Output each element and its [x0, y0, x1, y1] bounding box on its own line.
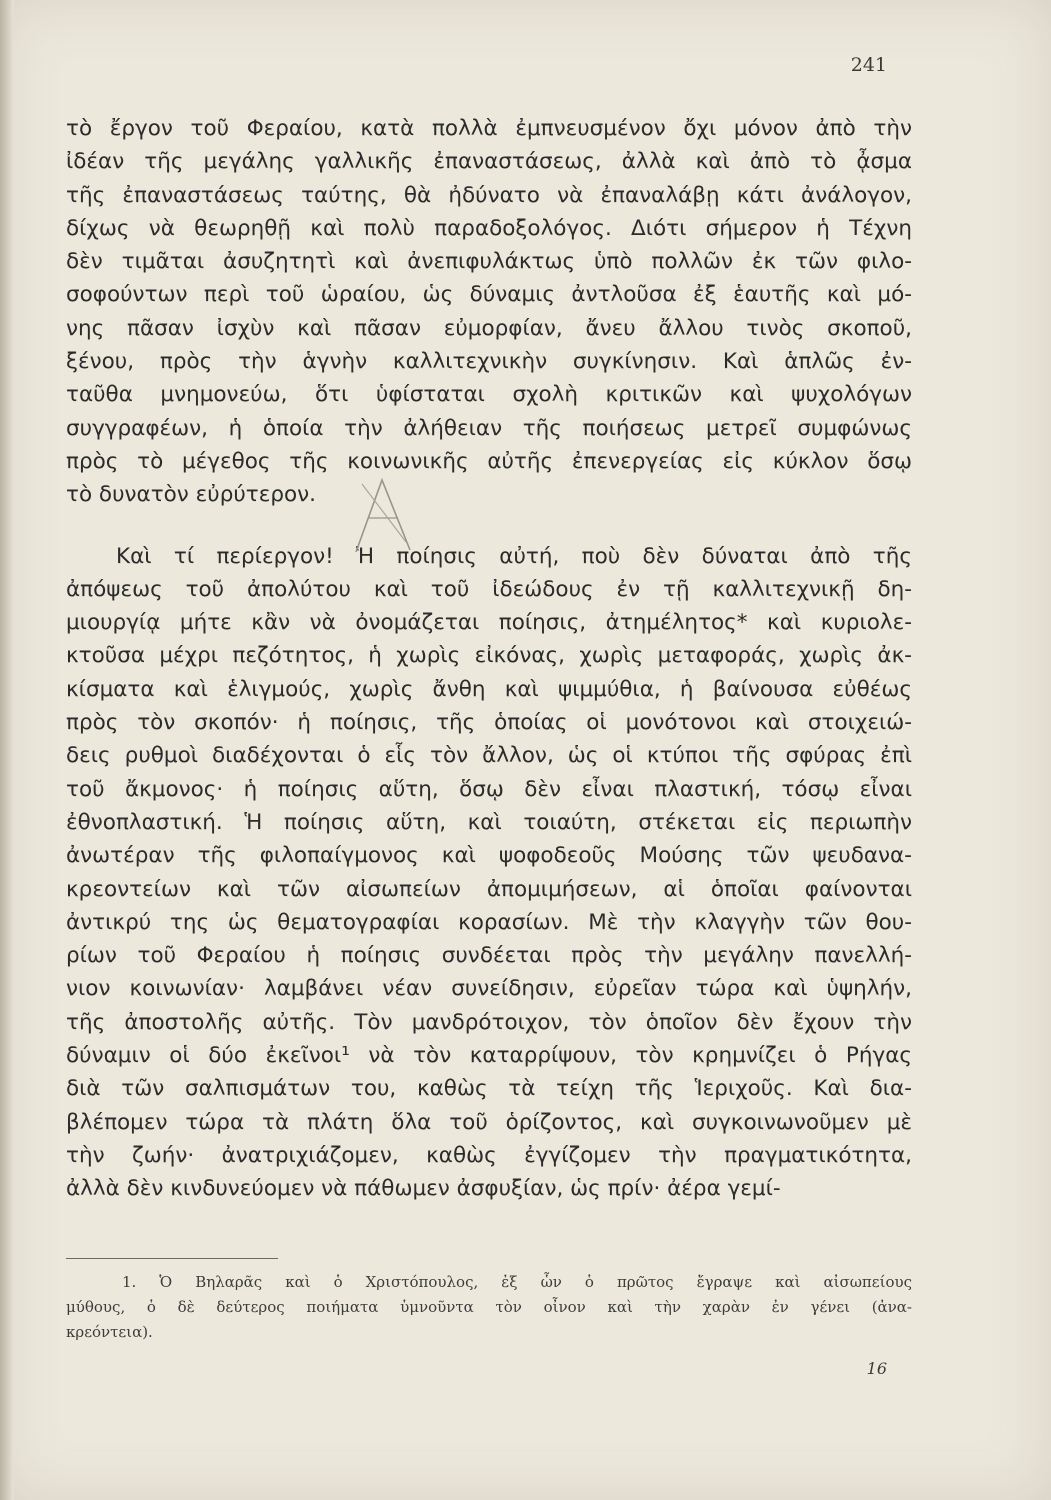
text-line: ἀνωτέραν τῆς φιλοπαίγμονος καὶ ψοφοδεοῦς Μούσης τῶν ψευδανα-	[66, 843, 912, 869]
footnote	[66, 1270, 912, 1345]
text-line: βλέπομεν τώρα τὰ πλάτη ὅλα τοῦ ὁρίζοντος, καὶ συγκοινωνοῦμεν μὲ	[66, 1109, 912, 1135]
text-line: κρεοντείων καὶ τῶν αἰσωπείων ἀπομιμήσεων, αἱ ὁποῖαι φαίνονται	[66, 876, 912, 902]
footnote-line: κρεόντεια).	[66, 1323, 153, 1341]
text-line: κίσματα καὶ ἑλιγμούς, χωρὶς ἄνθη καὶ ψιμμύθια, ἡ βαίνουσα εὐθέως	[66, 676, 912, 702]
text-line: τῆς ἐπαναστάσεως ταύτης, θὰ ἠδύνατο νὰ ἐπαναλάβῃ κάτι ἀνάλογον,	[66, 182, 912, 208]
pencil-annotation-mark	[348, 472, 418, 558]
text-line: ἀλλὰ δὲν κινδυνεύομεν νὰ πάθωμεν ἀσφυξίαν, ὡς πρίν· ἀέρα γεμί-	[66, 1176, 781, 1202]
paragraph-2	[66, 540, 912, 1206]
binding-edge	[0, 0, 14, 1500]
text-line: ἀντικρύ της ὡς θεματογραφίαι κορασίων. Μὲ τὴν κλαγγὴν τῶν θου-	[66, 909, 912, 935]
paragraph-1	[66, 112, 912, 512]
text-line: δίχως νὰ θεωρηθῇ καὶ πολὺ παραδοξολόγος. Διότι σήμερον ἡ Τέχνη	[66, 215, 912, 241]
text-line: μιουργίᾳ μήτε κἂν νὰ ὀνομάζεται ποίησις, ἀτημέλητος* καὶ κυριολε-	[66, 610, 912, 636]
text-line: ρίων τοῦ Φεραίου ἡ ποίησις συνδέεται πρὸς τὴν μεγάλην πανελλή-	[66, 943, 912, 969]
printer-signature-mark: 16	[866, 1359, 887, 1378]
text-line: νιον κοινωνίαν· λαμβάνει νέαν συνείδησιν, εὐρεῖαν τώρα καὶ ὑψηλήν,	[66, 976, 912, 1002]
text-line: δύναμιν οἱ δύο ἐκεῖνοι¹ νὰ τὸν καταρρίψουν, τὸν κρημνίζει ὁ Ρήγας	[66, 1043, 912, 1069]
text-line: συγγραφέων, ἡ ὁποία τὴν ἀλήθειαν τῆς ποιήσεως μετρεῖ συμφώνως	[66, 415, 912, 441]
text-line: τὴν ζωήν· ἀνατριχιάζομεν, καθὼς ἐγγίζομεν τὴν πραγματικότητα,	[66, 1142, 912, 1168]
text-line: σοφούντων περὶ τοῦ ὡραίου, ὡς δύναμις ἀντλοῦσα ἐξ ἑαυτῆς καὶ μό-	[66, 282, 912, 308]
text-line: δὲν τιμᾶται ἀσυζητητὶ καὶ ἀνεπιφυλάκτως ὑπὸ πολλῶν ἐκ τῶν φιλο-	[66, 249, 912, 275]
text-line: δεις ρυθμοὶ διαδέχονται ὁ εἷς τὸν ἄλλον, ὡς οἱ κτύποι τῆς σφύρας ἐπὶ	[66, 743, 912, 769]
text-line: τῆς ἀποστολῆς αὐτῆς. Τὸν μανδρότοιχον, τὸν ὁποῖον δὲν ἔχουν τὴν	[66, 1009, 912, 1035]
text-line: ταῦθα μνημονεύω, ὅτι ὑφίσταται σχολὴ κριτικῶν καὶ ψυχολόγων	[66, 382, 912, 408]
text-line: πρὸς τὸ μέγεθος τῆς κοινωνικῆς αὐτῆς ἐπενεργείας εἰς κύκλον ὅσῳ	[66, 448, 912, 474]
text-line: διὰ τῶν σαλπισμάτων του, καθὼς τὰ τείχη τῆς Ἱεριχοῦς. Καὶ δια-	[66, 1076, 912, 1102]
text-line: τὸ δυνατὸν εὐρύτερον.	[66, 482, 317, 508]
footnote-line: 1. Ὁ Βηλαρᾶς καὶ ὁ Χριστόπουλος, ἐξ ὧν ὁ πρῶτος ἔγραψε καὶ αἰσωπείους	[122, 1273, 912, 1291]
main-text	[66, 112, 912, 1206]
text-line: τὸ ἔργον τοῦ Φεραίου, κατὰ πολλὰ ἐμπνευσμένον ὄχι μόνον ἀπὸ τὴν	[66, 116, 912, 141]
text-line: ξένου, πρὸς τὴν ἁγνὴν καλλιτεχνικὴν συγκίνησιν. Καὶ ἁπλῶς ἐν-	[66, 349, 912, 375]
text-line: τοῦ ἄκμονος· ἡ ποίησις αὕτη, ὅσῳ δὲν εἶναι πλαστική, τόσῳ εἶναι	[66, 776, 912, 802]
text-line: Καὶ τί περίεργον! Ἡ ποίησις αὐτή, ποὺ δὲν δύναται ἀπὸ τῆς	[116, 543, 912, 569]
text-line: ἰδέαν τῆς μεγάλης γαλλικῆς ἐπαναστάσεως, ἀλλὰ καὶ ἀπὸ τὸ ᾆσμα	[66, 149, 912, 175]
text-line: ἀπόψεως τοῦ ἀπολύτου καὶ τοῦ ἰδεώδους ἐν τῇ καλλιτεχνικῇ δη-	[66, 576, 912, 602]
text-line: νης πᾶσαν ἰσχὺν καὶ πᾶσαν εὐμορφίαν, ἄνευ ἄλλου τινὸς σκοποῦ,	[66, 315, 912, 341]
footnote-divider	[66, 1258, 278, 1259]
text-line: ἐθνοπλαστική. Ἡ ποίησις αὕτη, καὶ τοιαύτη, στέκεται εἰς περιωπὴν	[66, 809, 912, 835]
text-line: πρὸς τὸν σκοπόν· ἡ ποίησις, τῆς ὁποίας οἱ μονότονοι καὶ στοιχειώ-	[66, 710, 912, 736]
page-number: 241	[850, 54, 887, 76]
footnote-line: μύθους, ὁ δὲ δεύτερος ποιήματα ὑμνοῦντα τὸν οἶνον καὶ τὴν χαρὰν ἐν γένει (ἀνα-	[66, 1298, 912, 1316]
paragraph-gap	[66, 512, 912, 540]
text-line: κτοῦσα μέχρι πεζότητος, ἡ χωρὶς εἰκόνας, χωρὶς μεταφοράς, χωρὶς ἀκ-	[66, 643, 912, 669]
